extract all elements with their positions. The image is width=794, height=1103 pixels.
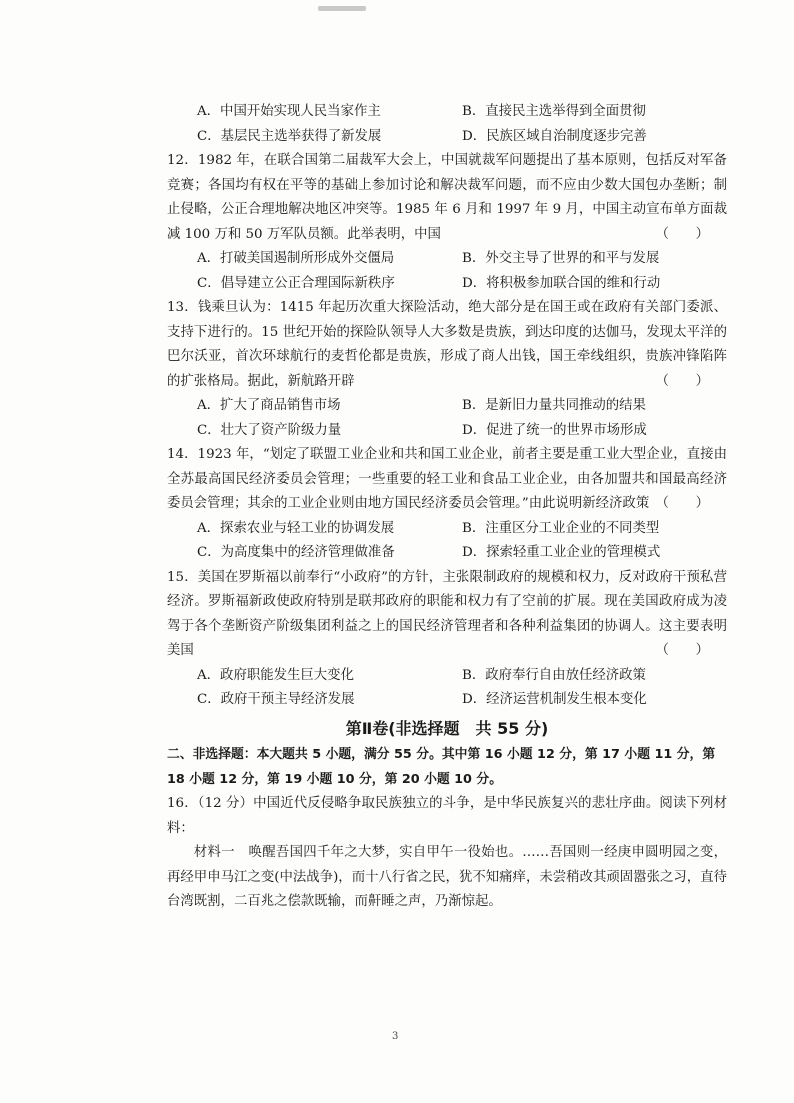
q12-option-b[interactable]: B．外交主导了世界的和平与发展 (462, 251, 660, 266)
q13-option-b[interactable]: B．是新旧力量共同推动的结果 (462, 398, 646, 413)
q12-stem (167, 149, 727, 247)
q15-option-b[interactable]: B．政府奉行自由放任经济政策 (462, 667, 646, 683)
q14-option-a[interactable]: A．探索农业与轻工业的协调发展 (197, 520, 395, 536)
q11-option-b[interactable]: B．直接民主选举得到全面贯彻 (462, 104, 646, 119)
section-2-title: 第Ⅱ卷(非选择题 共 55 分) (345, 718, 549, 738)
q11-option-a[interactable]: A．中国开始实现人民当家作主 (197, 104, 381, 119)
q12-options-row-1 (167, 247, 727, 272)
q12-options-row-2 (167, 272, 727, 297)
q14-stem (167, 443, 727, 517)
q12-stem-text: 12．1982 年，在联合国第二届裁军大会上，中国就裁军问题提出了基本原则，包括反对军备竞赛；各国均有权在平等的基础上参加讨论和解决裁军问题，而不应由少数大国包办垄断；制止侵略，公正合理地解决地区冲突等。1985 年 6 月和 1997 年 9 月，中国主动宣布单方面裁减 100 万和 50 万军队员额。此举表明，中国 (167, 153, 727, 242)
q16-stem: 16．（12 分）中国近代反侵略争取民族独立的斗争，是中华民族复兴的悲壮序曲。阅读下列材料： (167, 796, 727, 836)
q11-option-d[interactable]: D．民族区域自治制度逐步完善 (462, 128, 647, 144)
q13-stem-text: 13．钱乘旦认为：1415 年起历次重大探险活动，绝大部分是在国王或在政府有关部门委派、支持下进行的。15 世纪开始的探险队领导人大多数是贵族，到达印度的达伽马，发现太平洋的巴尔沃亚，首次环球航行的麦哲伦都是贵族，形成了商人出钱，国王牵线组织，贵族冲锋陷阵的扩张格局。据此，新航路开辟 (167, 300, 727, 389)
section-2-instructions: 二、非选择题：本大题共 5 小题，满分 55 分。其中第 16 小题 12 分，第 17 小题 11 分，第 18 小题 12 分，第 19 小题 10 分，第 20 小题 10 分。 (167, 747, 716, 787)
q15-option-a[interactable]: A．政府职能发生巨大变化 (197, 667, 354, 683)
q13-option-c[interactable]: C．壮大了资产阶级力量 (197, 422, 342, 438)
q15-option-d[interactable]: D．经济运营机制发生根本变化 (462, 692, 647, 707)
q14-stem-text: 14．1923 年，“划定了联盟工业企业和共和国工业企业，前者主要是重工业大型企业，直接由全苏最高国民经济委员会管理；一些重要的轻工业和食品工业企业，由各加盟共和国最高经济委员会管理；其余的工业企业则由地方国民经济委员会管理。”由此说明新经济政策 (167, 447, 727, 511)
q13-stem (167, 296, 727, 394)
q15-stem (167, 566, 727, 664)
q14-option-b[interactable]: B．注重区分工业企业的不同类型 (462, 520, 660, 536)
q14-answer-blank: （ ） (655, 496, 709, 511)
q13-option-d[interactable]: D．促进了统一的世界市场形成 (462, 422, 647, 438)
q14-options-row-2 (167, 541, 727, 566)
q15-stem-text: 15．美国在罗斯福以前奉行“小政府”的方针，主张限制政府的规模和权力，反对政府干预私营经济。罗斯福新政使政府特别是联邦政府的职能和权力有了空前的扩展。现在美国政府成为凌驾于各个垄断资产阶级集团利益之上的国民经济管理者和各种利益集团的协调人。这主要表明美国 (167, 569, 727, 658)
q13-options-row-1 (167, 394, 727, 419)
q15-answer-blank: （ ） (655, 643, 709, 658)
q13-option-a[interactable]: A．扩大了商品销售市场 (197, 398, 341, 413)
q11-option-c[interactable]: C．基层民主选举获得了新发展 (197, 128, 382, 144)
q13-options-row-2 (167, 419, 727, 444)
q14-options-row-1 (167, 517, 727, 542)
q12-option-a[interactable]: A．打破美国遏制所形成外交僵局 (197, 251, 395, 266)
scan-artifact (318, 6, 366, 11)
q15-options-row-1 (167, 664, 727, 689)
q14-option-d[interactable]: D．探索轻重工业企业的管理模式 (462, 545, 661, 560)
q13-answer-blank: （ ） (655, 373, 709, 389)
q16-material-1: 材料一 唤醒吾国四千年之大梦，实自甲午一役始也。……吾国则一经庚申圆明园之变，再经甲申马江之变(中法战争)，而十八行省之民，犹不知痛痒，未尝稍改其顽固嚣张之习，直待台湾既割，二百兆之偿款既输，而鼾睡之声，乃渐惊起。 (167, 845, 727, 909)
q11-options-row-2 (167, 125, 727, 150)
page-number: 3 (392, 1031, 399, 1042)
q14-option-c[interactable]: C．为高度集中的经济管理做准备 (197, 545, 395, 560)
q15-options-row-2 (167, 688, 727, 713)
q12-option-d[interactable]: D．将积极参加联合国的维和行动 (462, 275, 661, 291)
q15-option-c[interactable]: C．政府干预主导经济发展 (197, 692, 355, 707)
q12-option-c[interactable]: C．倡导建立公正合理国际新秩序 (197, 275, 395, 291)
q12-answer-blank: （ ） (655, 226, 709, 242)
q11-options-row-1 (167, 100, 727, 125)
page-content (167, 100, 727, 915)
